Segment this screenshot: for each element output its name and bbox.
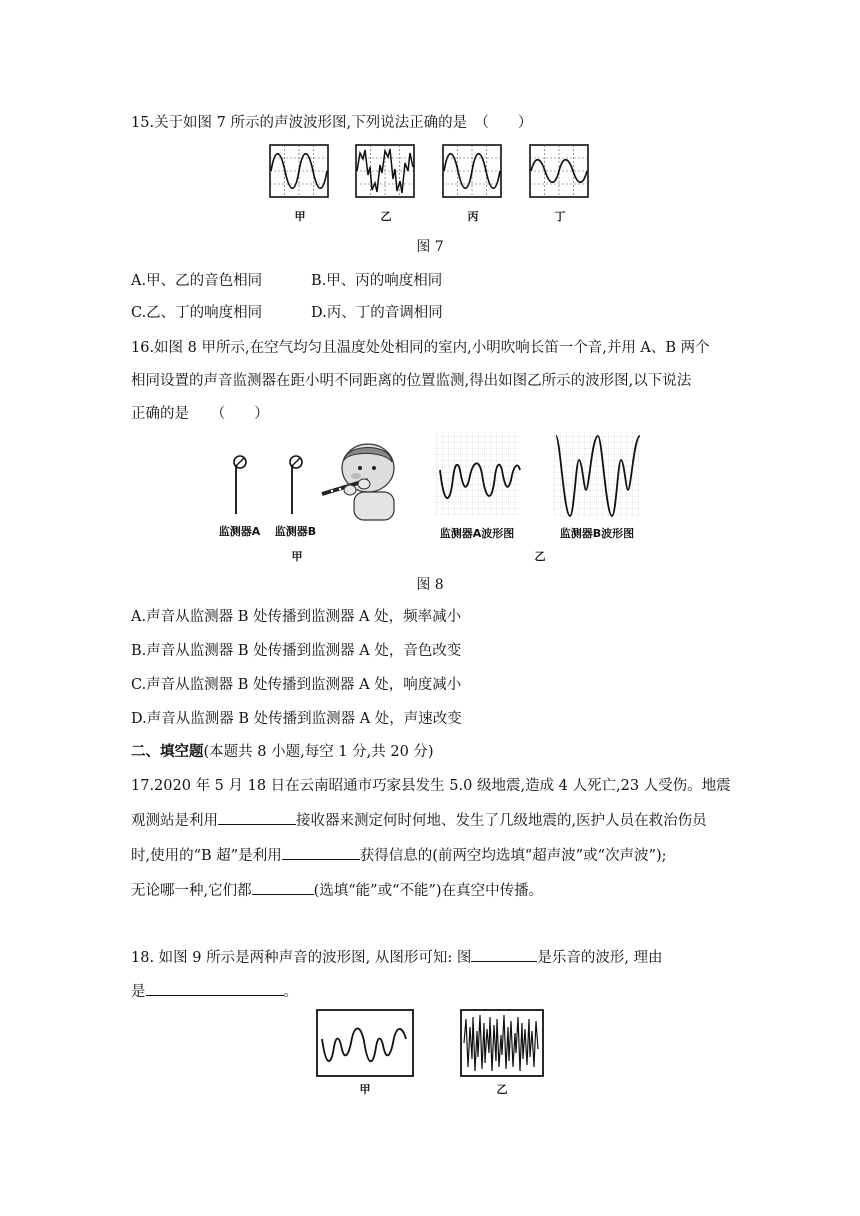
q15-option-c: C.乙、丁的响度相同 bbox=[131, 305, 263, 321]
fig9-panel-yi bbox=[461, 1010, 543, 1076]
q17-line-3 bbox=[131, 845, 667, 866]
microphone-b-icon bbox=[290, 456, 302, 514]
fig7-label-yi: 乙 bbox=[380, 210, 392, 223]
section-2-note: (本题共 8 小题,每空 1 分,共 20 分) bbox=[203, 744, 434, 760]
q16-option-b: B.声音从监测器 B 处传播到监测器 A 处，音色改变 bbox=[131, 643, 462, 659]
fig7-panel-jia bbox=[270, 145, 328, 197]
fig9-waveforms bbox=[316, 1009, 546, 1079]
fig9-label-yi: 乙 bbox=[496, 1083, 508, 1096]
q18-line-2 bbox=[131, 981, 298, 1002]
q17-blank-2[interactable] bbox=[282, 845, 360, 860]
q17-blank-3[interactable] bbox=[252, 880, 314, 895]
fig7-panel-ding bbox=[530, 145, 588, 197]
q15-option-d: D.丙、丁的音调相同 bbox=[311, 305, 443, 321]
q15-option-b: B.甲、丙的响度相同 bbox=[311, 273, 443, 289]
fig7-label-ding: 丁 bbox=[554, 210, 566, 223]
waveform-b-label: 监测器B波形图 bbox=[559, 527, 635, 540]
fig7-waveforms bbox=[270, 145, 590, 205]
fig8-label-jia: 甲 bbox=[291, 550, 303, 563]
fig8-caption: 图 8 bbox=[416, 577, 444, 593]
detector-b-label: 监测器B bbox=[274, 525, 317, 538]
q16-option-c: C.声音从监测器 B 处传播到监测器 A 处，响度减小 bbox=[131, 677, 462, 693]
q17-line-1: 17.2020 年 5 月 18 日在云南昭通市巧家县发生 5.0 级地震,造成 4 人死亡,23 人受伤。地震 bbox=[131, 778, 731, 794]
q17-line-3-start: 时,使用的“B 超”是利用 bbox=[131, 848, 282, 864]
q15-option-a: A.甲、乙的音色相同 bbox=[131, 273, 263, 289]
microphone-a-icon bbox=[234, 456, 246, 514]
section-2-title: 二、填空题 bbox=[131, 744, 204, 760]
q17-line-4-end: (选填“能”或“不能”)在真空中传播。 bbox=[313, 883, 544, 899]
fig9-label-jia: 甲 bbox=[359, 1083, 371, 1096]
waveform-a-label: 监测器A波形图 bbox=[439, 527, 515, 540]
q16-option-a: A.声音从监测器 B 处传播到监测器 A 处，频率减小 bbox=[131, 609, 462, 625]
q17-line-4 bbox=[131, 880, 543, 901]
detector-a-label: 监测器A bbox=[218, 525, 261, 538]
q16-stem-line-3: 正确的是 （ ） bbox=[131, 406, 269, 422]
section-2-heading bbox=[131, 742, 434, 762]
q18-line-1-start: 18. 如图 9 所示是两种声音的波形图, 从图形可知: 图 bbox=[131, 950, 472, 966]
fig8-waveforms bbox=[436, 430, 646, 520]
q18-blank-1[interactable] bbox=[471, 947, 537, 962]
fig7-panel-yi bbox=[356, 145, 414, 197]
q15-stem: 15.关于如图 7 所示的声波波形图,下列说法正确的是 （ ） bbox=[131, 115, 533, 131]
q16-stem-line-2: 相同设置的声音监测器在距小明不同距离的位置监测,得出如图乙所示的波形图,以下说法 bbox=[131, 373, 692, 389]
q16-option-d: D.声音从监测器 B 处传播到监测器 A 处，声速改变 bbox=[131, 711, 462, 727]
fig7-panel-bing bbox=[443, 145, 501, 197]
q17-line-3-end: 获得信息的(前两空均选填“超声波”或“次声波”); bbox=[359, 848, 667, 864]
q16-stem-line-1: 16.如图 8 甲所示,在空气均匀且温度处处相同的室内,小明吹响长笛一个音,并用 A、B 两个 bbox=[131, 340, 710, 356]
q18-line-2-end: 。 bbox=[283, 984, 298, 1000]
q17-line-2-end: 接收器来测定何时何地、发生了几级地震的,医护人员在救治伤员 bbox=[296, 813, 707, 829]
flute-player-illustration bbox=[320, 438, 400, 523]
fig8-label-yi: 乙 bbox=[534, 550, 546, 563]
q18-line-1-end: 是乐音的波形, 理由 bbox=[537, 950, 663, 966]
fig8-microphones bbox=[222, 448, 322, 518]
q17-line-2 bbox=[131, 810, 707, 831]
q17-line-2-start: 观测站是利用 bbox=[131, 813, 218, 829]
q18-line-2-start: 是 bbox=[131, 984, 146, 1000]
fig7-label-jia: 甲 bbox=[294, 210, 306, 223]
fig7-label-bing: 丙 bbox=[467, 210, 479, 223]
fig7-caption: 图 7 bbox=[416, 239, 444, 255]
waveform-b-panel bbox=[554, 432, 640, 518]
q18-blank-2[interactable] bbox=[146, 981, 284, 996]
fig9-panel-jia bbox=[317, 1010, 413, 1076]
waveform-a-panel bbox=[436, 432, 520, 516]
q17-blank-1[interactable] bbox=[218, 810, 296, 825]
q18-line-1 bbox=[131, 947, 663, 968]
q17-line-4-start: 无论哪一种,它们都 bbox=[131, 883, 252, 899]
